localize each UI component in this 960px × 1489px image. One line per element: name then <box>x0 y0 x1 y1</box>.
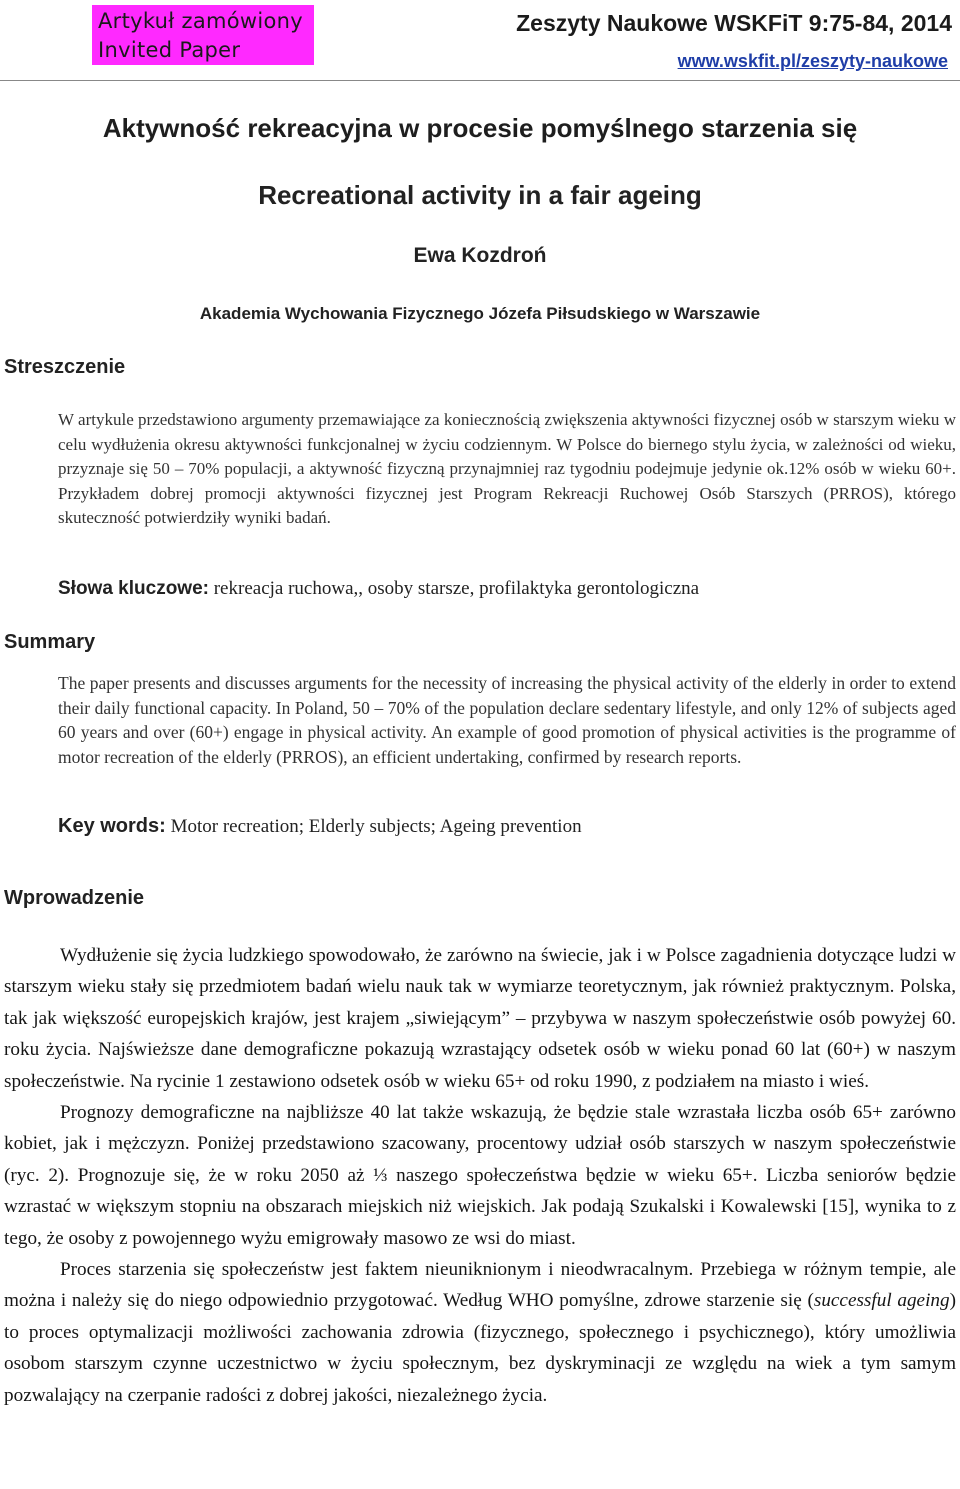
paragraph-3-part-a: Proces starzenia się społeczeństw jest faktem nieuniknionym i nieodwracalnym. Przebiega w różnym tempie, ale można i należy się do niego odpowiednio przygotować. Według WHO pomyślne, zdrowe starzenie się ( <box>4 1259 956 1312</box>
header-divider <box>0 80 960 81</box>
polish-keywords-label: Słowa kluczowe: <box>58 578 209 599</box>
paragraph-3-part-b: ) to proces optymalizacji możliwości zachowania zdrowia (fizycznego, społecznego i psychicznego), który umożliwia osobom starszym czynne uczestnictwo w życiu społecznym, bez dyskryminacji ze względu na wiek a tym samym pozwalający na czerpanie radości z dobrej jakości, niezależnego życia. <box>4 1290 956 1406</box>
badge-line-1: Artykuł zamówiony <box>98 9 304 33</box>
introduction-paragraph-3 <box>4 1254 956 1411</box>
introduction-paragraph-1: Wydłużenie się życia ludzkiego spowodowało, że zarówno na świecie, jak i w Polsce zagadnienia dotyczące ludzi w starszym wieku stały się przedmiotem badań wielu nauk tak w wymiarze teoretycznym, jak również praktycznym. Polska, tak jak większość europejskich krajów, jest krajem „siwiejącym” – przybywa w naszym społeczeństwie osób powyżej 60. roku życia. Najświeższe dane demograficzne pokazują wzrastający odsetek osób w wieku ponad 60 lat (60+) w naszym społeczeństwie. Na rycinie 1 zestawiono odsetek osób w wieku 65+ od roku 1990, z podziałem na miasto i wieś. <box>4 945 956 1092</box>
author-name: Ewa Kozdroń <box>413 244 547 267</box>
english-keywords <box>58 815 956 838</box>
polish-keywords <box>58 578 956 600</box>
introduction-body <box>4 940 956 1411</box>
english-keywords-label: Key words: <box>58 815 166 837</box>
successful-ageing-term: successful ageing <box>813 1290 950 1312</box>
wprowadzenie-heading: Wprowadzenie <box>4 887 145 909</box>
summary-text: The paper presents and discusses arguments for the necessity of increasing the physical activity of the elderly in order to extend their daily functional capacity. In Poland, 50 – 70% of the population declare sedentary lifestyle, and only 12% of subjects aged 60 years and over (60+) engage in physical activity. An example of good promotion of physical activities is the programme of motor recreation of the elderly (PRROS), an efficient undertaking, confirmed by research reports. <box>58 673 956 767</box>
paper-title-english: Recreational activity in a fair ageing <box>258 180 702 210</box>
paper-title-polish: Aktywność rekreacyjna w procesie pomyślnego starzenia się <box>102 113 858 143</box>
invited-paper-badge <box>92 5 314 65</box>
streszczenie-heading: Streszczenie <box>4 356 126 378</box>
author-affiliation: Akademia Wychowania Fizycznego Józefa Piłsudskiego w Warszawie <box>199 304 761 323</box>
journal-citation: Zeszyty Naukowe WSKFiT 9:75-84, 2014 <box>516 10 952 36</box>
english-keywords-value: Motor recreation; Elderly subjects; Ageing prevention <box>165 816 582 837</box>
summary-heading: Summary <box>4 631 96 653</box>
introduction-paragraph-2: Prognozy demograficzne na najbliższe 40 lat także wskazują, że będzie stale wzrastała liczba osób 65+ zarówno kobiet, jak i mężczyzn. Poniżej przedstawiono szacowany, procentowy udział osób starszych w naszym społeczeństwie (ryc. 2). Prognozuje się, że w roku 2050 aż ⅓ naszego społeczeństwa będzie w wieku 65+. Liczba seniorów będzie wzrastać w większym stopniu na obszarach miejskich niż wiejskich. Jak podają Szukalski i Kowalewski [15], wynika to z tego, że osoby z powojennego wyżu emigrowały masowo ze wsi do miast. <box>4 1102 956 1249</box>
badge-line-2: Invited Paper <box>98 38 241 62</box>
polish-keywords-value: rekreacja ruchowa,, osoby starsze, profilaktyka gerontologiczna <box>208 578 700 599</box>
streszczenie-text: W artykule przedstawiono argumenty przemawiające za koniecznością zwiększenia aktywności fizycznej osób w starszym wieku w celu wydłużenia okresu aktywności funkcjonalnej w życiu codziennym. W Polsce do biernego stylu życia, w zależności od wieku, przyznaje się 50 – 70% populacji, a aktywność fizyczną przynajmniej raz tygodniu podejmuje jedynie ok.12% osób w wieku 60+. Przykładem dobrej promocji aktywności fizycznej jest Program Rekreacji Ruchowej Osób Starszych (PRROS), którego skuteczność potwierdziły wyniki badań. <box>58 410 956 527</box>
journal-url-link[interactable]: www.wskfit.pl/zeszyty-naukowe <box>677 51 948 71</box>
